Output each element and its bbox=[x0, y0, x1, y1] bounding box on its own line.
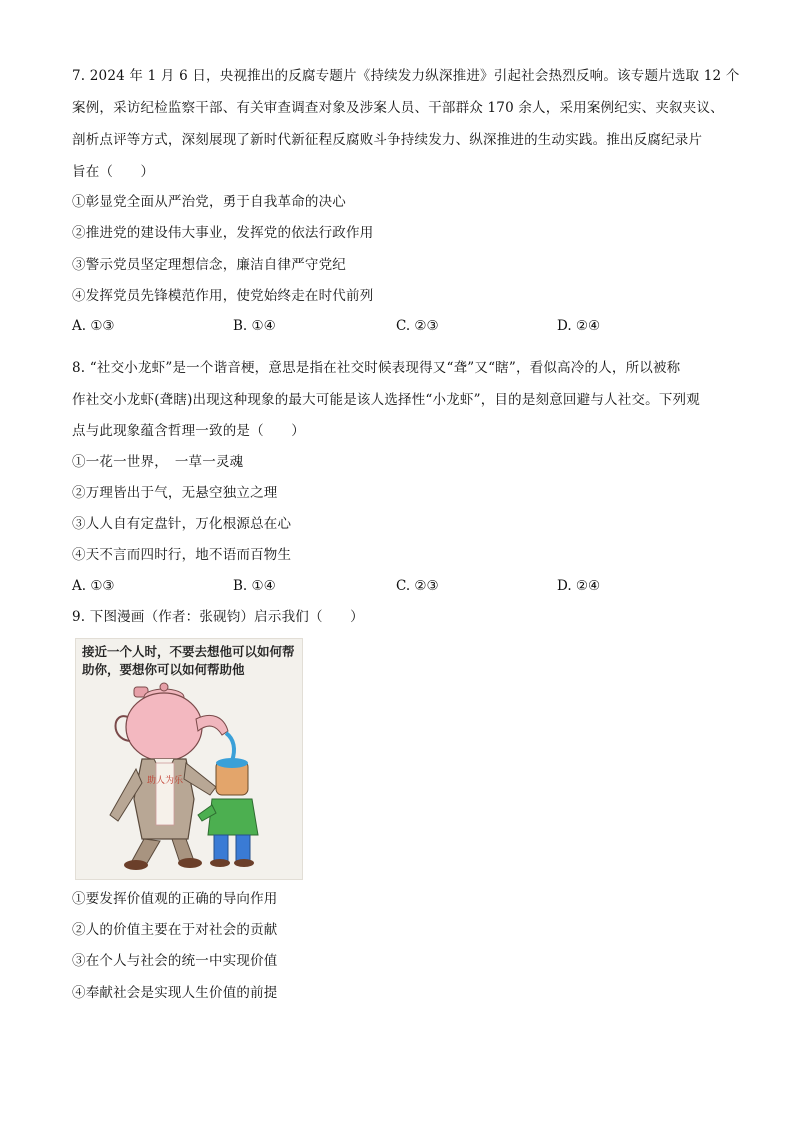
q7-option-a: A. ①③ bbox=[72, 318, 115, 334]
child-figure bbox=[198, 758, 258, 867]
q8-item-3: ③人人自有定盘针，万化根源总在心 bbox=[72, 516, 292, 532]
shirt-text bbox=[147, 774, 184, 786]
q9-item-1: ①要发挥价值观的正确的导向作用 bbox=[72, 891, 278, 907]
comic-caption: 接近一个人时，不要去想他可以如何帮助你，要想你可以如何帮助他 bbox=[82, 644, 295, 677]
q7-item-4: ④发挥党员先锋模范作用，使党始终走在时代前列 bbox=[72, 288, 374, 304]
comic-drawing bbox=[76, 639, 302, 879]
q7-item-3: ③警示党员坚定理想信念，廉洁自律严守党纪 bbox=[72, 257, 346, 273]
q7-stem-line-2: 案例，采访纪检监察干部、有关审查调查对象及涉案人员、干部群众 170 余人，采用案例纪实、夹叙夹议、 bbox=[72, 100, 724, 116]
q7-option-b: B. ①④ bbox=[233, 318, 276, 334]
q7-option-c: C. ②③ bbox=[396, 318, 439, 334]
q9-item-2: ②人的价值主要在于对社会的贡献 bbox=[72, 922, 278, 938]
q8-option-a: A. ①③ bbox=[72, 578, 115, 594]
q9-item-4: ④奉献社会是实现人生价值的前提 bbox=[72, 985, 278, 1001]
q9-stem: 9. 下图漫画（作者：张砚钧）启示我们（ ） bbox=[72, 609, 364, 625]
q8-item-1: ①一花一世界， 一草一灵魂 bbox=[72, 454, 244, 470]
shirt-text-span: 助人为乐 bbox=[146, 776, 184, 786]
q8-option-b: B. ①④ bbox=[233, 578, 276, 594]
q8-stem-line-2: 作社交小龙虾(聋瞎)出现这种现象的最大可能是该人选择性“小龙虾”，目的是刻意回避与人社交。下列观 bbox=[72, 392, 700, 408]
q8-option-d: D. ②④ bbox=[557, 578, 601, 594]
q7-option-d: D. ②④ bbox=[557, 318, 601, 334]
q9-item-3: ③在个人与社会的统一中实现价值 bbox=[72, 953, 278, 969]
q8-stem-line-1: 8. “社交小龙虾”是一个谐音梗，意思是指在社交时候表现得又“聋”又“瞎”，看似高冷的人，所以被称 bbox=[72, 360, 681, 376]
q8-option-c: C. ②③ bbox=[396, 578, 439, 594]
q7-stem-line-3: 剖析点评等方式，深刻展现了新时代新征程反腐败斗争持续发力、纵深推进的生动实践。推出反腐纪录片 bbox=[72, 132, 703, 148]
q7-item-1: ①彰显党全面从严治党，勇于自我革命的决心 bbox=[72, 194, 346, 210]
q8-item-2: ②万理皆出于气，无悬空独立之理 bbox=[72, 485, 278, 501]
comic-illustration bbox=[75, 638, 303, 880]
q7-stem-line-4: 旨在（ ） bbox=[72, 164, 155, 180]
teapot-head-icon bbox=[116, 683, 229, 761]
q7-item-2: ②推进党的建设伟大事业，发挥党的依法行政作用 bbox=[72, 225, 374, 241]
q8-stem-line-3: 点与此现象蕴含哲理一致的是（ ） bbox=[72, 423, 305, 439]
q8-item-4: ④天不言而四时行，地不语而百物生 bbox=[72, 547, 292, 563]
q7-stem-line-1: 7. 2024 年 1 月 6 日，央视推出的反腐专题片《持续发力纵深推进》引起社会热烈反响。该专题片选取 12 个 bbox=[72, 68, 740, 84]
